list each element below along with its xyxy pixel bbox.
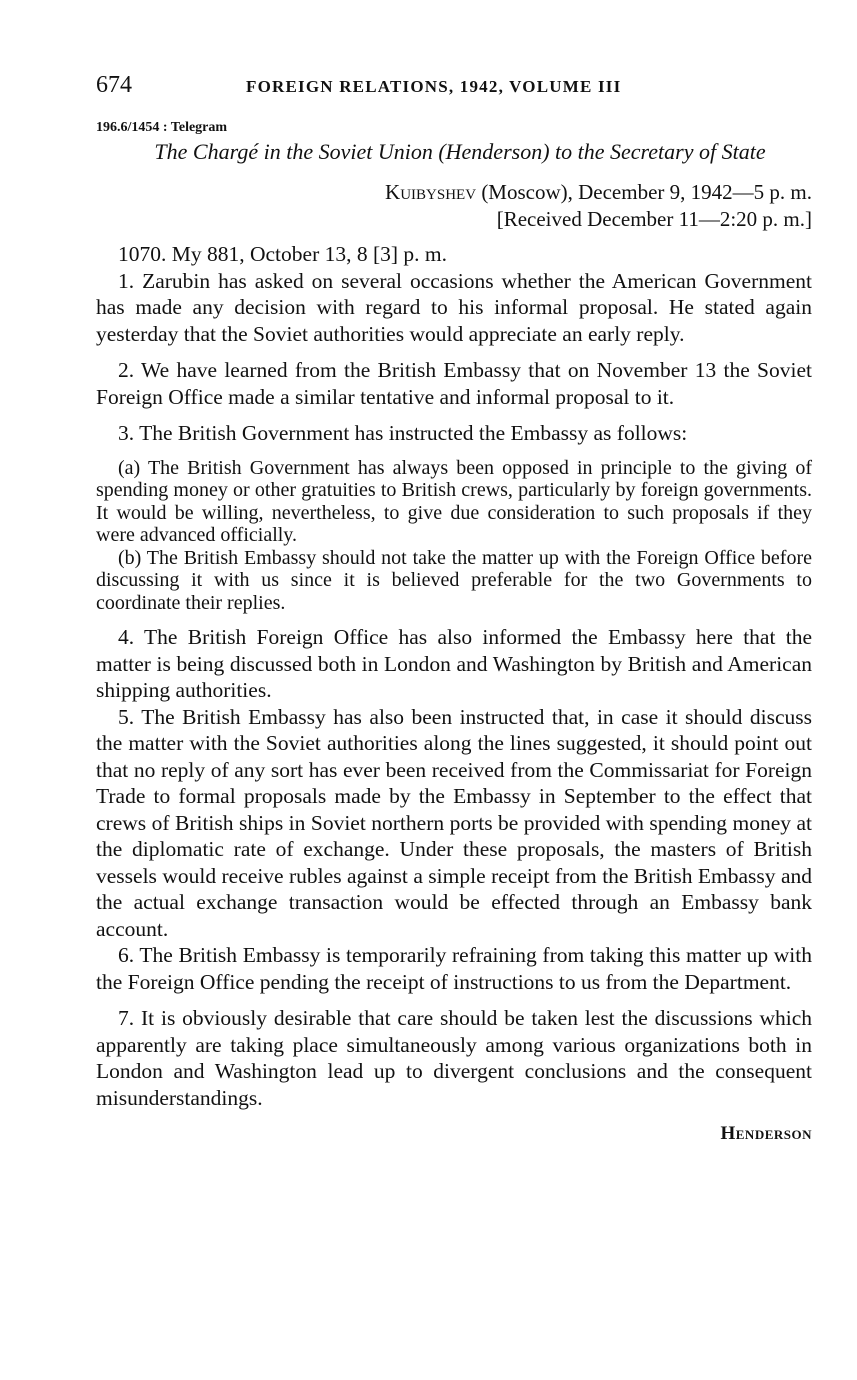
signature: Henderson	[720, 1123, 812, 1144]
document-page	[96, 72, 812, 1145]
paragraph-5: 5. The British Embassy has also been instructed that, in case it should discuss the matter with the Soviet authorities along the lines suggested, it should point out that no reply of any sort has ever been received from the Commissariat for Foreign Trade to formal proposals made by the Embassy in September to the effect that crews of British ships in Soviet northern ports be provided with spending money at the diplomatic rate of exchange. Under these proposals, the masters of British vessels would receive rubles against a simple receipt from the British Embassy and the actual exchange transaction would be effected through an Embassy bank account.	[96, 704, 812, 941]
paragraph-3: 3. The British Government has instructed the Embassy as follows:	[118, 421, 688, 445]
paragraph-2: 2. We have learned from the British Embassy that on November 13 the Soviet Foreign Office made a similar tentative and informal proposal to it.	[96, 358, 812, 409]
paragraph-7: 7. It is obviously desirable that care should be taken lest the discussions which apparently are taking place simultaneously among various organizations both in London and Washington lead up to divergent conclusions and the consequent misunderstandings.	[96, 1006, 812, 1110]
file-number: 196.6/1454 : Telegram	[96, 120, 228, 135]
running-header	[96, 72, 812, 106]
subparagraph-a: (a) The British Government has always been opposed in principle to the giving of spending money or other gratuities to British crews, particularly by foreign governments. It would be willing, nevertheless, to give due consideration to such proposals if they were advanced officially.	[96, 456, 812, 546]
paragraph-4: 4. The British Foreign Office has also informed the Embassy here that the matter is being discussed both in London and Washington by British and American shipping authorities.	[96, 625, 812, 702]
dateline-place: Kuibyshev	[385, 180, 477, 204]
telegram-reference: 1070. My 881, October 13, 8 [3] p. m.	[118, 242, 448, 266]
running-title: FOREIGN RELATIONS, 1942, VOLUME III	[246, 77, 622, 96]
dateline-date: (Moscow), December 9, 1942—5 p. m.	[476, 180, 812, 204]
page-number: 674	[96, 72, 132, 98]
subparagraph-b: (b) The British Embassy should not take the matter up with the Foreign Office before discussing it with us since it is believed preferable for the two Governments to coordinate their replies.	[96, 546, 812, 614]
dateline	[96, 179, 812, 206]
paragraph-6: 6. The British Embassy is temporarily refraining from taking this matter up with the Foreign Office pending the receipt of instructions to us from the Department.	[96, 943, 812, 994]
received-line: [Received December 11—2:20 p. m.]	[496, 207, 812, 231]
document-title: The Chargé in the Soviet Union (Henderson) to the Secretary of State	[154, 139, 766, 164]
paragraph-1: 1. Zarubin has asked on several occasions whether the American Government has made any decision with regard to his informal proposal. He stated again yesterday that the Soviet authorities would appreciate an early reply.	[96, 268, 812, 346]
